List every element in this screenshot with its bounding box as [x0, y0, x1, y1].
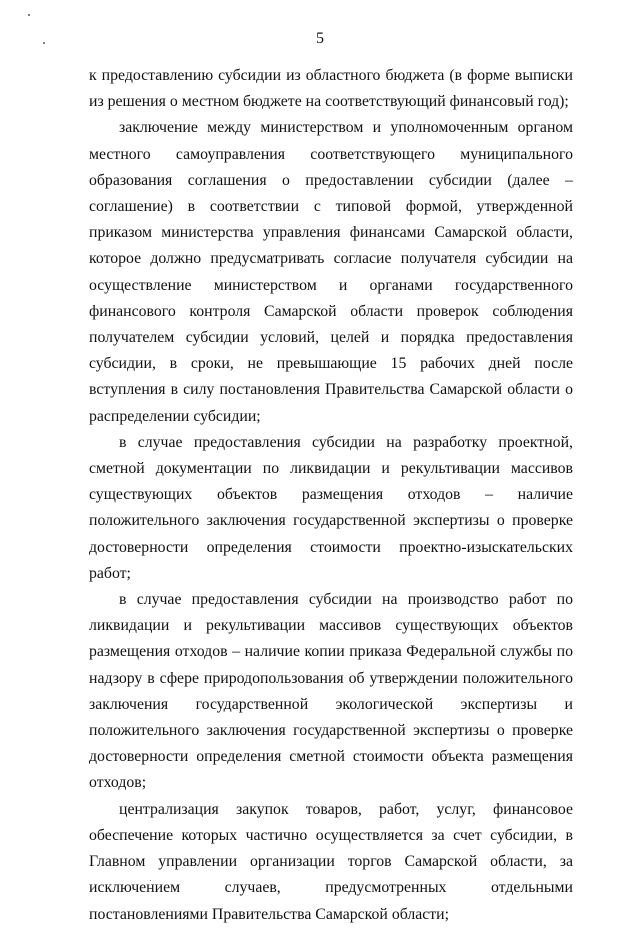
paragraph: к предоставлению субсидии из областного бюджета (в форме выписки из решения о местном бюджете на соответствующий финансовый год);	[89, 67, 573, 111]
paragraph: централизация закупок товаров, работ, услуг, финансовое обеспечение которых частично осуществляется за счет субсидии, в Главном управлении организации торгов Самарской области, за исключением случаев, предусмотренных отдельными постановлениями Правительства Самарской области;	[89, 800, 573, 923]
page-number: 5	[316, 30, 324, 47]
document-body	[89, 63, 573, 928]
paragraph: в случае предоставления субсидии на производство работ по ликвидации и рекультивации массивов существующих объектов размещения отходов – наличие копии приказа Федеральной службы по надзору в сфере природопользования об утверждении положительного заключения государственной экологической экспертизы и положительного заключения государственной экспертизы о проверке достоверности определения сметной стоимости объекта размещения отходов;	[89, 591, 573, 792]
scan-artifact	[28, 14, 30, 16]
paragraph: заключение между министерством и уполномоченным органом местного самоуправления соответствующего муниципального образования соглашения о предоставлении субсидии (далее – соглашение) в соответствии с типовой формой, утвержденной приказом министерства управления финансами Самарской области, которое должно предусматривать согласие получателя субсидии на осуществление министерством и органами государственного финансового контроля Самарской области проверок соблюдения получателем субсидии условий, целей и порядка предоставления субсидии, в сроки, не превышающие 15 рабочих дней после вступления в силу постановления Правительства Самарской области о распределении субсидии;	[89, 119, 573, 425]
paragraph: в случае предоставления субсидии на разработку проектной, сметной документации по ликвидации и рекультивации массивов существующих объектов размещения отходов – наличие положительного заключения государственной экспертизы о проверке достоверности определения стоимости проектно-изыскательских работ;	[89, 433, 573, 582]
